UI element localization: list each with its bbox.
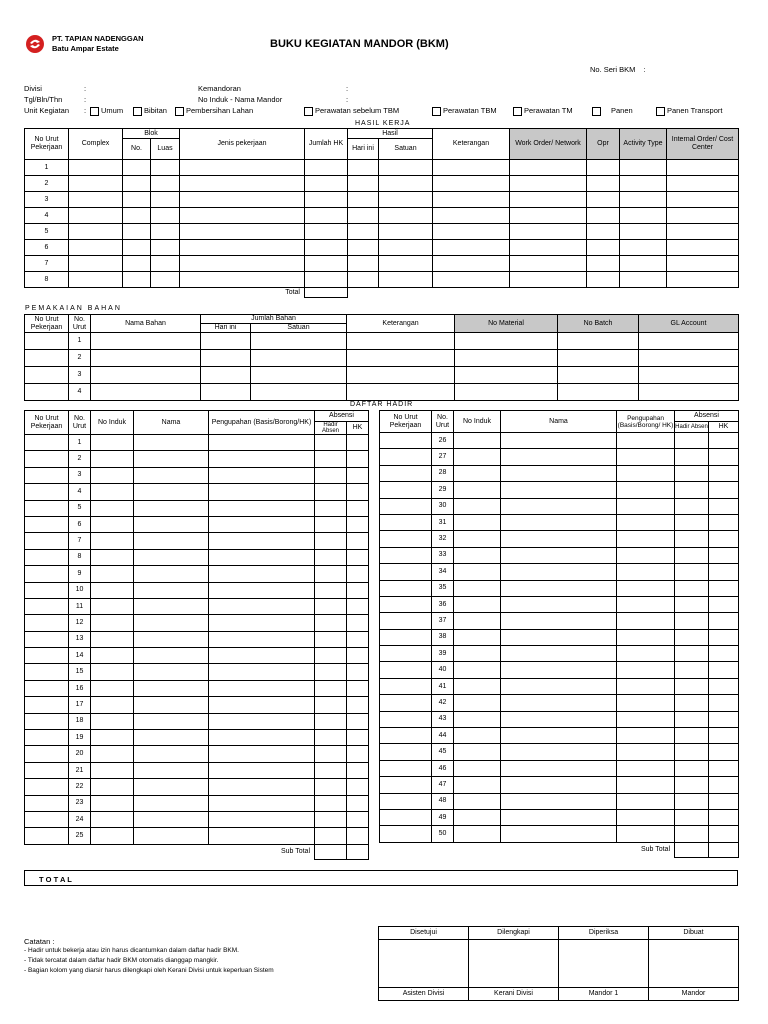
row-number: 40 [432,662,454,678]
hasil-header-blok: Blok [123,129,180,139]
info-unit: Unit Kegiatan [24,106,70,115]
sign-box-mandor[interactable] [649,940,739,988]
row-number: 6 [69,516,91,532]
table-row [25,192,739,208]
bahan-header-nama: Nama Bahan [91,315,201,333]
table-row [25,272,739,288]
unit-colon: : [84,106,87,115]
row-number: 27 [432,449,454,465]
hadir-right-header-pengupahan: Pengupahan (Basis/Borong/ HK) [617,411,675,433]
table-row [380,777,739,793]
row-number: 4 [69,484,91,500]
hadir-right-header-hadir: Hadir Absen [675,422,709,433]
row-number: 18 [69,713,91,729]
table-row [25,828,369,844]
option-pembersihan[interactable] [175,106,253,116]
seri-colon: : [643,65,646,74]
table-row [380,580,739,596]
row-number: 1 [25,160,69,176]
row-number: 42 [432,695,454,711]
table-row [25,648,369,664]
table-row [380,826,739,842]
daftar-hadir-right-table [379,410,739,858]
row-number: 28 [432,465,454,481]
page-title: BUKU KEGIATAN MANDOR (BKM) [270,38,449,50]
row-number: 8 [25,272,69,288]
row-number: 37 [432,613,454,629]
table-row [380,695,739,711]
hadir-left-header-absensi: Absensi [315,411,369,422]
sign-role-kerani: Kerani Divisi [469,988,559,1001]
hadir-right-header-induk: No Induk [454,411,501,433]
row-number: 23 [69,795,91,811]
row-number: 49 [432,809,454,825]
hadir-left-subtotal: Sub Total [25,844,315,859]
table-row [25,500,369,516]
checkbox-pembersihan[interactable] [175,107,184,116]
table-row [25,350,739,367]
bahan-header-urut: No. Urut [69,315,91,333]
table-row [25,713,369,729]
hasil-header-blok-no: No. [123,139,151,160]
row-number: 7 [69,533,91,549]
sign-header-dibuat: Dibuat [649,927,739,940]
hasil-header-complex: Complex [69,129,123,160]
info-no-induk: No Induk - Nama Mandor [198,95,283,104]
table-row [25,240,739,256]
option-perawatan-tbm[interactable] [432,106,497,116]
sign-role-mandor-1: Mandor 1 [559,988,649,1001]
hadir-right-header-hk: HK [709,422,739,433]
table-row [380,514,739,530]
table-row [25,779,369,795]
table-row [380,760,739,776]
row-number: 12 [69,615,91,631]
option-perawatan-sebelum-tbm-label: Perawatan sebelum TBM [315,106,400,115]
table-row [380,793,739,809]
estate-name: Batu Ampar Estate [52,44,119,53]
row-number: 47 [432,777,454,793]
table-row [380,809,739,825]
row-number: 13 [69,631,91,647]
table-row [380,547,739,563]
hadir-left-header-hadir: Hadir Absen [315,422,347,435]
row-number: 1 [69,435,91,451]
company-name: PT. TAPIAN NADENGGAN [52,34,144,43]
hadir-right-header-absensi: Absensi [675,411,739,422]
row-number: 10 [69,582,91,598]
table-row [380,482,739,498]
table-row [380,465,739,481]
option-perawatan-tbm-label: Perawatan TBM [443,106,497,115]
table-row [25,549,369,565]
row-number: 31 [432,514,454,530]
seri-label-text: No. Seri BKM [590,65,636,74]
option-umum-label: Umum [101,106,124,115]
table-row [25,176,739,192]
checkbox-panen[interactable] [592,107,601,116]
sign-box-mandor-1[interactable] [559,940,649,988]
table-row [25,730,369,746]
catatan-line: - Tidak tercatat dalam daftar hadir BKM otomatis dianggap mangkir. [24,957,219,964]
hasil-header-activity: Activity Type [620,129,667,160]
seri-label [590,65,646,74]
sign-role-mandor: Mandor [649,988,739,1001]
table-row [380,433,739,449]
row-number: 16 [69,680,91,696]
row-number: 50 [432,826,454,842]
checkbox-bibitan[interactable] [133,107,142,116]
table-row [25,664,369,680]
hasil-header-work-order: Work Order/ Network [510,129,587,160]
company-logo [25,34,45,54]
checkbox-perawatan-tm[interactable] [513,107,522,116]
hadir-right-body [380,433,739,843]
hasil-header-hari-ini: Hari ini [348,139,379,160]
option-perawatan-sebelum-tbm[interactable] [304,106,399,116]
row-number: 2 [69,350,91,367]
table-row [25,582,369,598]
hasil-header-keterangan: Keterangan [433,129,510,160]
no-induk-colon: : [346,95,349,104]
hadir-right-header-nama: Nama [501,411,617,433]
table-row [380,596,739,612]
option-panen-transport[interactable] [656,106,722,116]
hasil-header-no: No Urut Pekerjaan [25,129,69,160]
bahan-header-satuan: Satuan [251,324,347,333]
row-number: 7 [25,256,69,272]
row-number: 45 [432,744,454,760]
table-row [25,631,369,647]
table-row [25,484,369,500]
row-number: 29 [432,482,454,498]
table-row [380,449,739,465]
table-row [25,208,739,224]
hasil-kerja-title: HASIL KERJA [355,120,411,127]
table-row [25,467,369,483]
row-number: 5 [25,224,69,240]
hasil-header-hasil: Hasil [348,129,433,139]
bahan-header-keterangan: Keterangan [347,315,455,333]
row-number: 33 [432,547,454,563]
table-row [380,711,739,727]
table-row [25,451,369,467]
kemandoran-colon: : [346,84,349,93]
row-number: 3 [25,192,69,208]
table-row [25,333,739,350]
hadir-right-subtotal: Sub Total [380,842,675,857]
catatan-line: - Bagian kolom yang diarsir harus dilengkapi oleh Kerani Divisi untuk keperluan Sistem [24,967,274,974]
row-number: 4 [69,384,91,401]
row-number: 34 [432,564,454,580]
table-row [25,435,369,451]
row-number: 38 [432,629,454,645]
row-number: 43 [432,711,454,727]
pemakaian-bahan-title: PEMAKAIAN BAHAN [25,305,122,312]
info-divisi [24,84,42,93]
sign-header-disetujui: Disetujui [379,927,469,940]
total-row [24,870,738,886]
table-row [380,531,739,547]
bahan-header-gl: GL Account [639,315,739,333]
row-number: 35 [432,580,454,596]
row-number: 21 [69,762,91,778]
hadir-left-header-induk: No Induk [91,411,134,435]
option-perawatan-tm-label: Perawatan TM [524,106,573,115]
bahan-header-material: No Material [455,315,558,333]
hasil-header-opr: Opr [587,129,620,160]
hadir-right-header-urut: No. Urut [432,411,454,433]
table-row [380,662,739,678]
sign-role-asisten: Asisten Divisi [379,988,469,1001]
table-row [25,516,369,532]
row-number: 9 [69,566,91,582]
row-number: 2 [69,451,91,467]
row-number: 44 [432,728,454,744]
table-row [380,744,739,760]
option-panen[interactable] [592,106,633,116]
row-number: 36 [432,596,454,612]
checkbox-panen-transport[interactable] [656,107,665,116]
hasil-header-internal-order: Internal Order/ Cost Center [667,129,739,160]
checkbox-perawatan-sebelum-tbm[interactable] [304,107,313,116]
row-number: 1 [69,333,91,350]
sign-box-asisten[interactable] [379,940,469,988]
daftar-hadir-title: DAFTAR HADIR [350,401,414,408]
table-row [25,762,369,778]
hasil-header-satuan: Satuan [379,139,433,160]
hadir-left-header-urut: No. Urut [69,411,91,435]
tgl-colon: : [84,95,87,104]
table-row [380,678,739,694]
catatan-line: - Hadir untuk bekerja atau izin harus dicantumkan dalam daftar hadir BKM. [24,947,239,954]
option-umum[interactable] [90,106,123,116]
table-row [380,498,739,514]
row-number: 15 [69,664,91,680]
row-number: 22 [69,779,91,795]
bahan-header-hari-ini: Hari ini [201,324,251,333]
hadir-left-header-nama: Nama [134,411,209,435]
row-number: 19 [69,730,91,746]
table-row [25,746,369,762]
table-row [380,728,739,744]
row-number: 4 [25,208,69,224]
table-row [25,160,739,176]
option-bibitan-label: Bibitan [144,106,167,115]
table-row [25,367,739,384]
row-number: 30 [432,498,454,514]
table-row [380,646,739,662]
table-row [25,811,369,827]
divisi-colon: : [84,84,87,93]
table-row [25,598,369,614]
option-perawatan-tm[interactable] [513,106,573,116]
row-number: 20 [69,746,91,762]
checkbox-umum[interactable] [90,107,99,116]
row-number: 3 [69,367,91,384]
hasil-header-jenis: Jenis pekerjaan [180,129,305,160]
row-number: 11 [69,598,91,614]
hadir-left-header-hk: HK [347,422,369,435]
option-panen-label: Panen [611,106,633,115]
table-row [25,384,739,401]
bahan-header-batch: No Batch [558,315,639,333]
row-number: 46 [432,760,454,776]
table-row [380,629,739,645]
bahan-header-no: No Urut Pekerjaan [25,315,69,333]
option-panen-transport-label: Panen Transport [667,106,723,115]
row-number: 32 [432,531,454,547]
hadir-left-header-pengupahan: Pengupahan (Basis/Borong/HK) [209,411,315,435]
row-number: 8 [69,549,91,565]
table-row [25,795,369,811]
row-number: 26 [432,433,454,449]
row-number: 24 [69,811,91,827]
hasil-kerja-table [24,128,739,298]
table-row [25,256,739,272]
row-number: 3 [69,467,91,483]
bahan-header-jumlah: Jumlah Bahan [201,315,347,324]
row-number: 2 [25,176,69,192]
row-number: 25 [69,828,91,844]
hasil-total-label: Total [25,288,305,298]
option-pembersihan-label: Pembersihan Lahan [186,106,254,115]
sign-header-diperiksa: Diperiksa [559,927,649,940]
row-number: 17 [69,697,91,713]
table-row [380,613,739,629]
table-row [25,615,369,631]
pemakaian-bahan-table [24,314,739,401]
hasil-header-blok-luas: Luas [151,139,180,160]
table-row [25,680,369,696]
grand-total-label: T O T A L [39,875,72,884]
row-number: 5 [69,500,91,516]
sign-box-kerani[interactable] [469,940,559,988]
row-number: 48 [432,793,454,809]
table-row [25,533,369,549]
table-row [380,564,739,580]
hasil-header-jumlah: Jumlah HK [305,129,348,160]
row-number: 41 [432,678,454,694]
daftar-hadir-left-table [24,410,369,860]
row-number: 39 [432,646,454,662]
hadir-left-body [25,435,369,845]
option-bibitan[interactable] [133,106,167,116]
divisi-label: Divisi [24,84,42,93]
hadir-right-header-no: No Urut Pekerjaan [380,411,432,433]
row-number: 14 [69,648,91,664]
catatan-title: Catatan : [24,937,55,946]
checkbox-perawatan-tbm[interactable] [432,107,441,116]
row-number: 6 [25,240,69,256]
info-kemandoran: Kemandoran [198,84,241,93]
table-row [25,697,369,713]
table-row [25,566,369,582]
table-row [25,224,739,240]
signature-table [378,926,739,1001]
hadir-left-header-no: No Urut Pekerjaan [25,411,69,435]
info-tgl: Tgl/Bln/Thn [24,95,63,104]
sign-header-dilengkapi: Dilengkapi [469,927,559,940]
